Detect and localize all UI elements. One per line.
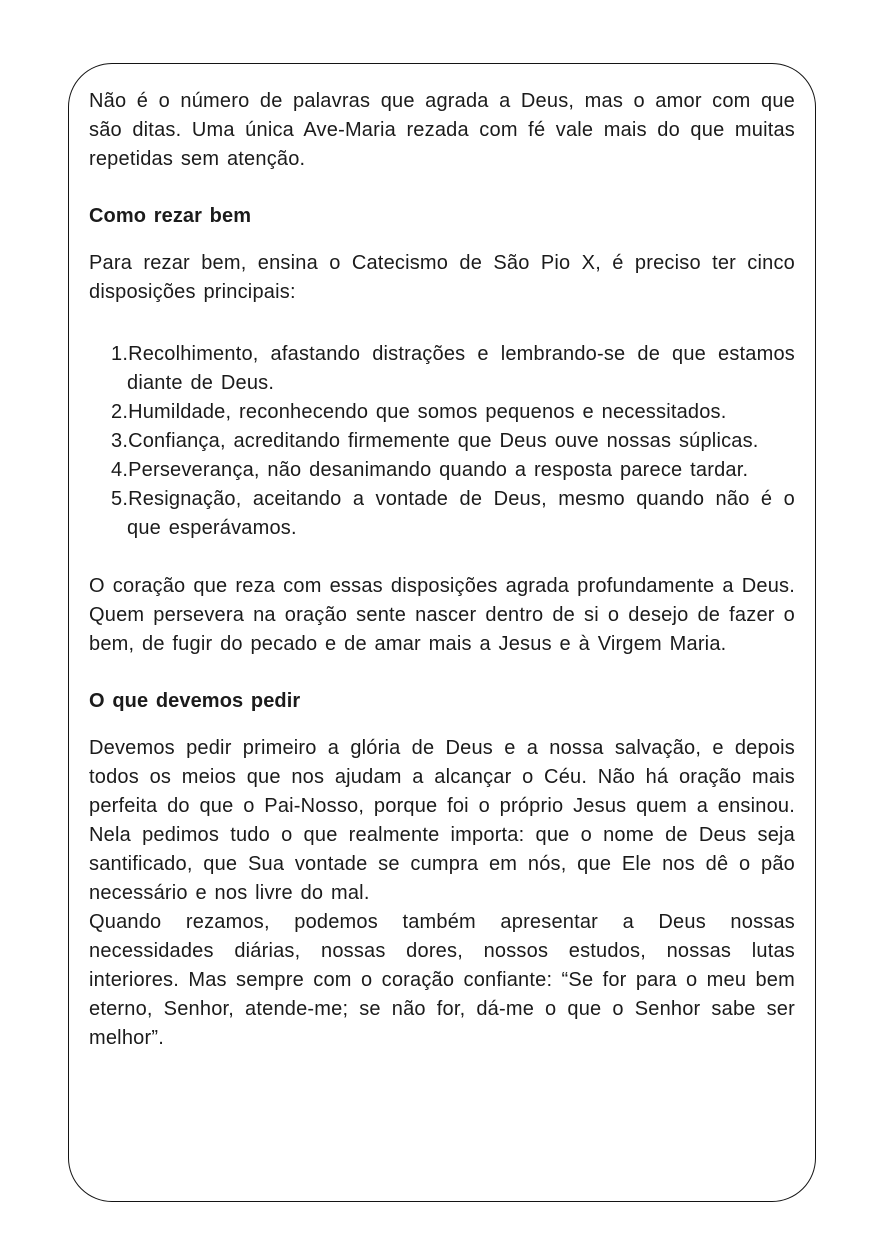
list-item-recolhimento: Recolhimento, afastando distrações e lembrando-se de que estamos diante de Deus. (127, 343, 795, 394)
lead-paragraph: Para rezar bem, ensina o Catecismo de São Pio X, é preciso ter cinco disposições principais: (89, 252, 795, 303)
list-item-humildade: Humildade, reconhecendo que somos pequenos e necessitados. (128, 401, 727, 423)
section-heading-como-rezar-bem: Como rezar bem (89, 205, 252, 227)
what-to-ask-paragraph-2: Quando rezamos, podemos também apresentar a Deus nossas necessidades diárias, nossas dores, nossos estudos, nossas lutas interiores. Mas sempre com o coração confiante: “Se for para o meu bem eterno, Senhor, atende-me; se não for, dá-me o que o Senhor sabe ser melhor”. (89, 911, 795, 1049)
list-item-resignacao: Resignação, aceitando a vontade de Deus, mesmo quando não é o que esperávamos. (127, 488, 795, 539)
page-border-frame (68, 63, 816, 1202)
dispositions-list (89, 335, 795, 543)
section-heading-o-que-devemos-pedir: O que devemos pedir (89, 690, 301, 712)
list-item-perseveranca: Perseverança, não desanimando quando a resposta parece tardar. (128, 459, 749, 481)
list-item-confianca: Confiança, acreditando firmemente que Deus ouve nossas súplicas. (128, 430, 759, 452)
intro-paragraph: Não é o número de palavras que agrada a Deus, mas o amor com que são ditas. Uma única Ave-Maria rezada com fé vale mais do que muitas repetidas sem atenção. (89, 90, 795, 170)
conclusion-paragraph: O coração que reza com essas disposições agrada profundamente a Deus. Quem persevera na oração sente nascer dentro de si o desejo de fazer o bem, de fugir do pecado e de amar mais a Jesus e à Virgem Maria. (89, 575, 795, 655)
what-to-ask-paragraph-1: Devemos pedir primeiro a glória de Deus e a nossa salvação, e depois todos os meios que nos ajudam a alcançar o Céu. Não há oração mais perfeita do que o Pai-Nosso, porque foi o próprio Jesus quem a ensinou. Nela pedimos tudo o que realmente importa: que o nome de Deus seja santificado, que Sua vontade se cumpra em nós, que Ele nos dê o pão necessário e nos livre do mal. (89, 737, 795, 904)
